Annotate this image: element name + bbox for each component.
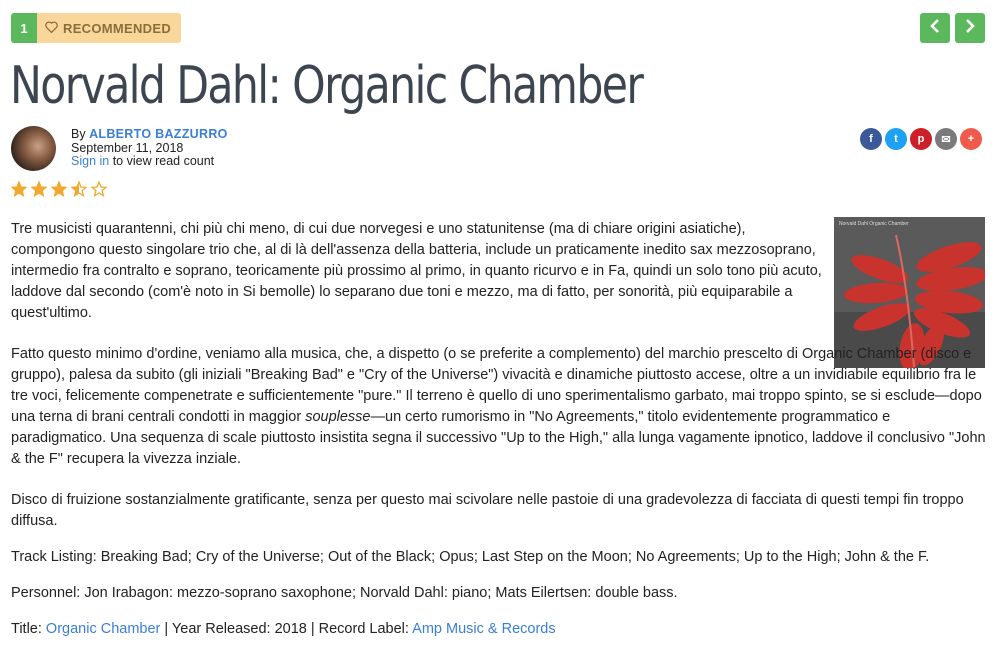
star-half-icon <box>71 181 87 202</box>
author-link[interactable]: ALBERTO BAZZURRO <box>89 127 228 141</box>
star-full-icon <box>11 181 27 202</box>
pinterest-icon[interactable]: p <box>910 128 932 150</box>
recommended-label-wrap <box>37 13 181 43</box>
byline <box>11 126 228 171</box>
star-full-icon <box>51 181 67 202</box>
star-rating <box>11 181 107 202</box>
paragraph-2-emphasis: souplesse <box>305 409 371 425</box>
recommended-text: RECOMMENDED <box>63 20 172 36</box>
paragraph-2 <box>11 344 986 470</box>
album-title-link[interactable]: Organic Chamber <box>45 621 161 637</box>
meta-year-label: | Year Released: 2018 | Record Label: <box>160 621 413 637</box>
track-listing: Track Listing: Breaking Bad; Cry of the Universe; Out of the Black; Opus; Last Step on the Moon; No Agreements; Up to the High; John & the F. <box>11 549 930 565</box>
more-icon[interactable]: + <box>960 128 982 150</box>
next-article-button[interactable] <box>955 13 985 43</box>
personnel: Personnel: Jon Irabagon: mezzo-soprano saxophone; Norvald Dahl: piano; Mats Eilertsen: double bass. <box>11 585 678 601</box>
album-meta <box>11 619 986 640</box>
chevron-left-icon <box>930 19 940 38</box>
recommended-badge[interactable] <box>11 13 181 43</box>
star-full-icon <box>31 181 47 202</box>
byline-text <box>71 126 228 171</box>
paragraph-2-part-b: —un certo rumorismo in "No Agreements," titolo evidentemente programmatico e paradigmatico. Una sequenza di scale piuttosto insistita segna il successivo "Up to the High," alla lunga vagamente ipnotico, laddove il conclusivo "John & the F" recupera la vivezza inziale. <box>11 409 986 467</box>
recommend-count: 1 <box>11 13 37 43</box>
previous-article-button[interactable] <box>920 13 950 43</box>
by-prefix: By <box>71 127 86 141</box>
star-empty-icon <box>91 181 107 202</box>
share-buttons <box>860 128 982 150</box>
publish-date: September 11, 2018 <box>71 140 184 155</box>
paragraph-2-part-a: Fatto questo minimo d'ordine, veniamo alla musica, che, a dispetto (o se preferite a complemento) del marchio prescelto di Organic Chamber (disco e gruppo), palesa da subito (gli iniziali "Breaking Bad" e "Cry of the Universe") vivacità e dinamiche piuttosto accese, oltre a un invidiabile equilibrio fra le tre voci, felicemente compenetrate e sufficientemente "pure." Il terreno è quello di uno sperimentalismo garbato, mai troppo spinto, se si esclude—dopo una terna di brani centrali condotti in maggior <box>11 346 982 425</box>
paragraph-3: Disco di fruizione sostanzialmente gratificante, senza per questo mai scivolare nelle pastoie di una gradevolezza di facciata di questi tempi fin troppo diffusa. <box>11 492 964 529</box>
twitter-icon[interactable]: t <box>885 128 907 150</box>
heart-icon <box>45 21 58 36</box>
facebook-icon[interactable]: f <box>860 128 882 150</box>
top-bar <box>11 13 985 45</box>
sign-in-link[interactable]: Sign in <box>71 154 110 168</box>
record-label-link[interactable]: Amp Music & Records <box>412 621 556 637</box>
paragraph-1: Tre musicisti quarantenni, chi più chi meno, di cui due norvegesi e uno statunitense (ma di chiare origini asiatiche), compongono questo singolare trio che, al di là dell'assenza della batteria, include un praticamente inedito sax mezzosoprano, intermedio fra contralto e soprano, teoricamente più prossimo al primo, in quanto ricurvo e in Fa, quindi un solo tono più acuto, laddove dal secondo (com'è noto in Si bemolle) lo separano due toni e mezzo, ma di fatto, per sonorità, più equiparabile a quest'ultimo. <box>11 221 822 321</box>
email-icon[interactable]: ✉ <box>935 128 957 150</box>
page-title: Norvald Dahl: Organic Chamber <box>10 56 643 116</box>
cover-title: Norvald Dahl Organic Chamber <box>839 221 909 227</box>
chevron-right-icon <box>965 19 975 38</box>
title-label: Title: <box>11 621 46 637</box>
author-avatar[interactable] <box>11 126 56 171</box>
sign-in-suffix: to view read count <box>109 154 215 168</box>
